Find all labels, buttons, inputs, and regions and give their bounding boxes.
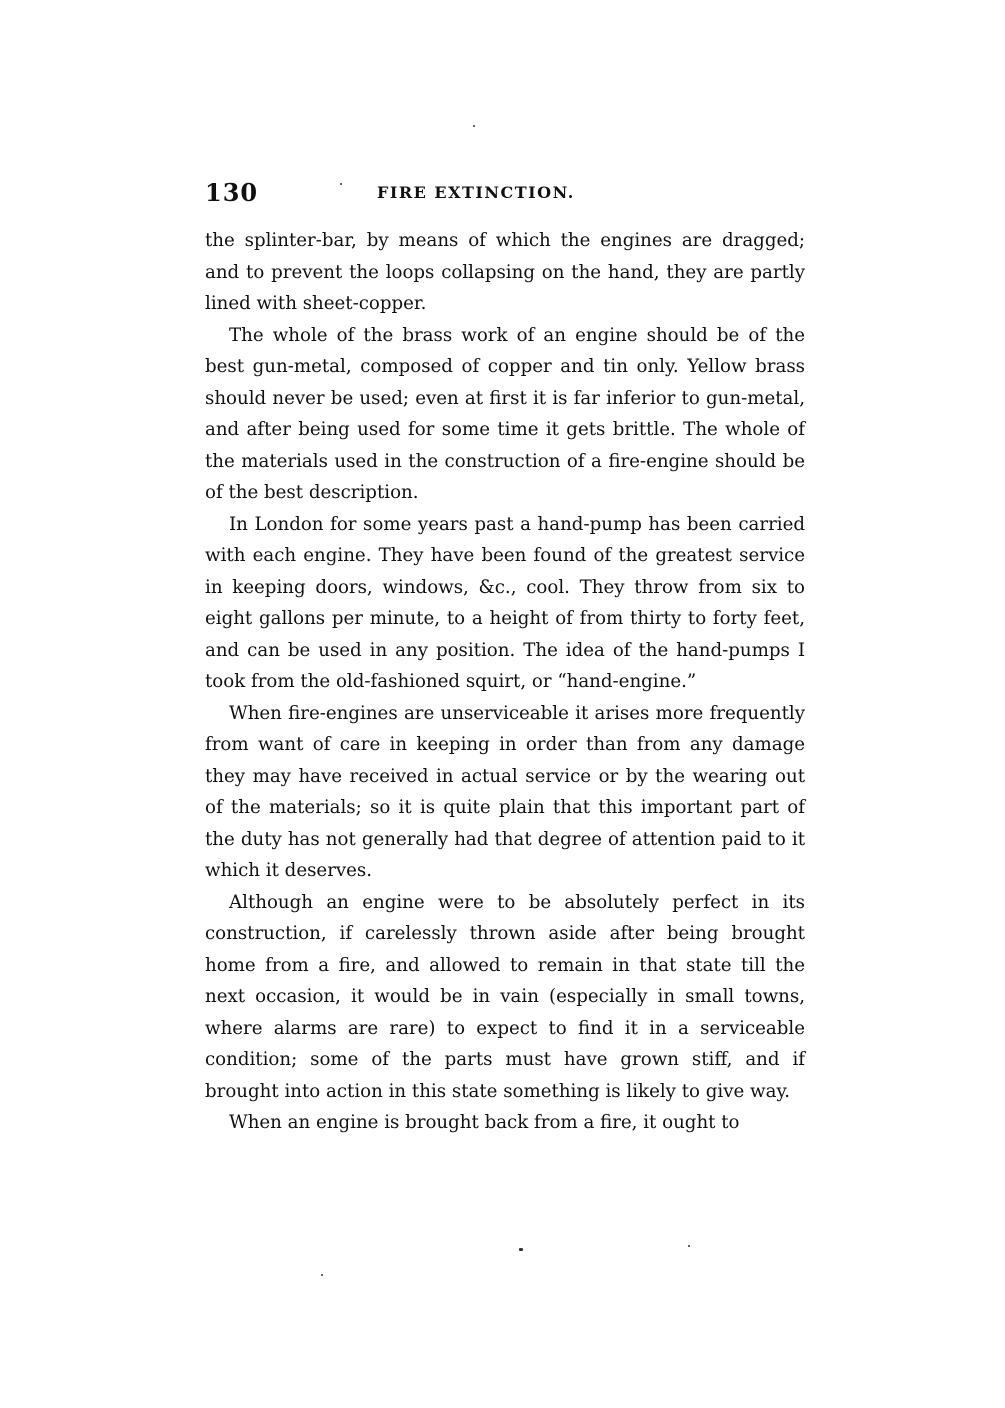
scan-speck [340,183,342,185]
page-header [205,178,805,208]
body-text [205,225,805,1139]
paragraph-construction: Although an engine were to be absolutely perfect in its construction, if carelessly thrown aside after being brought home from a fire, and allowed to remain in that state till the next occasion, it would be in vain (especially in small towns, where alarms are rare) to expect to find it in a serviceable condition; some of the parts must have grown stiff, and if brought into action in this state something is likely to give way. [205,891,805,1102]
paragraph-hand-pump: In London for some years past a hand-pump has been carried with each engine. They have been found of the greatest service in keeping doors, windows, &c., cool. They throw from six to eight gallons per minute, to a height of from thirty to forty feet, and can be used in any position. The idea of the hand-pumps I took from the old-fashioned squirt, or “hand-engine.” [205,513,805,692]
paragraph-brass-work: The whole of the brass work of an engine should be of the best gun-metal, composed of copper and tin only. Yellow brass should never be used; even at first it is far inferior to gun-metal, and after being used for some time it gets brittle. The whole of the materials used in the construction of a fire-engine should be of the best description. [205,324,805,503]
page-number: 130 [205,178,259,207]
scan-speck [519,1248,523,1251]
scan-speck [688,1245,690,1247]
scan-speck [473,125,475,127]
paragraph-continuation: the splinter-bar, by means of which the engines are dragged; and to prevent the loops collapsing on the hand, they are partly lined with sheet-copper. [205,230,805,314]
scan-speck [321,1274,323,1276]
paragraph-brought-back: When an engine is brought back from a fire, it ought to [229,1112,740,1133]
paragraph-unserviceable: When fire-engines are unserviceable it arises more frequently from want of care in keeping in order than from any damage they may have received in actual service or by the wearing out of the materials; so it is quite plain that this important part of the duty has not generally had that degree of attention paid to it which it deserves. [205,702,805,881]
running-title: FIRE EXTINCTION. [377,183,575,202]
